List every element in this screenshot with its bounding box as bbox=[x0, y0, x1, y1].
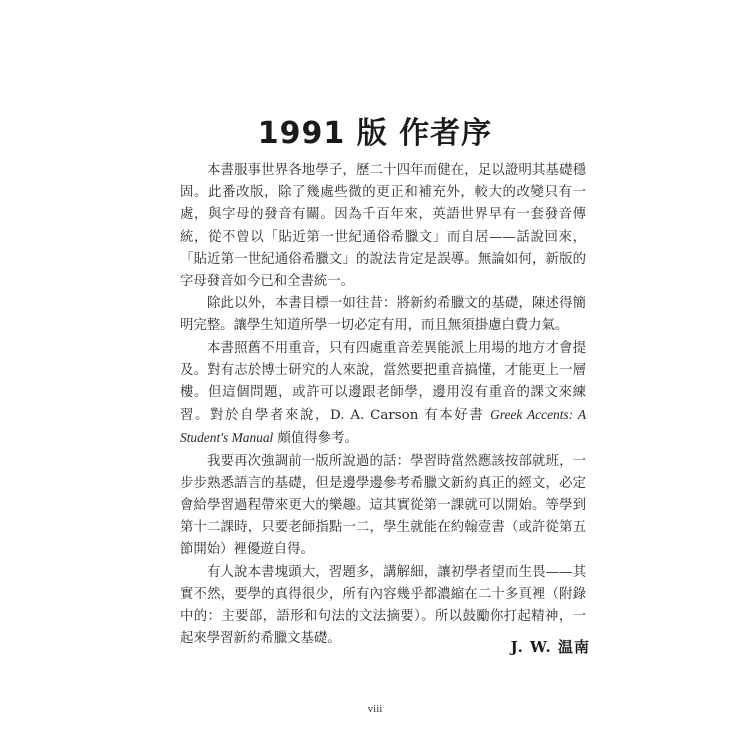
page-number: viii bbox=[367, 703, 383, 715]
paragraph-4: 我要再次強調前一版所說過的話：學習時當然應該按部就班，一步步熟悉語言的基礎，但是邊學邊參考希臘文新約真正的經文，必定會給學習過程帶來更大的樂趣。這其實從第一課就可以開始。等學到第十二課時，只要老師指點一二，學生就能在約翰壹書（或許從第五節開始）裡優遊自得。 bbox=[180, 453, 586, 558]
book-title-italic: Greek Accents: A Student's Manual bbox=[180, 407, 586, 446]
page-title: 1991 版 作者序 bbox=[257, 116, 493, 152]
paragraph-2: 除此以外，本書目標一如往昔：將新約希臘文的基礎，陳述得簡明完整。讓學生知道所學一切必定有用，而且無須掛慮白費力氣。 bbox=[180, 296, 586, 334]
author-signature: J. W. 温南 bbox=[510, 638, 590, 656]
paragraph-5: 有人說本書塊頭大，習題多，講解細，讓初學者望而生畏——其實不然，要學的真得很少，所有內容幾乎都濃縮在二十多頁裡（附錄中的：主要部，語形和句法的文法摘要）。所以鼓勵你打起精神，一起來學習新約希臘文基礎。 bbox=[180, 564, 586, 647]
paragraph-3 bbox=[180, 338, 586, 451]
paragraph-3-text-before: 本書照舊不用重音，只有四處重音差異能派上用場的地方才會提及。對有志於博士研究的人來說，當然要把重音搞懂，才能更上一層樓。但這個問題，或許可以邊跟老師學，邊用沒有重音的課文來練習。對於自學者來說，D. A. Carson 有本好書 bbox=[180, 340, 586, 424]
paragraph-1: 本書服事世界各地學子，歷二十四年而健在，足以證明其基礎穩固。此番改版，除了幾處些微的更正和補充外，較大的改變只有一處，與字母的發音有關。因為千百年來，英語世界早有一套發音傳統，從不曾以「貼近第一世紀通俗希臘文」而自居——話說回來，「貼近第一世紀通俗希臘文」的說法肯定是誤導。無論如何，新版的字母發音如今已和全書統一。 bbox=[180, 163, 586, 290]
preface-body bbox=[180, 160, 586, 650]
paragraph-3-text-after: 頗值得參考。 bbox=[273, 431, 358, 447]
